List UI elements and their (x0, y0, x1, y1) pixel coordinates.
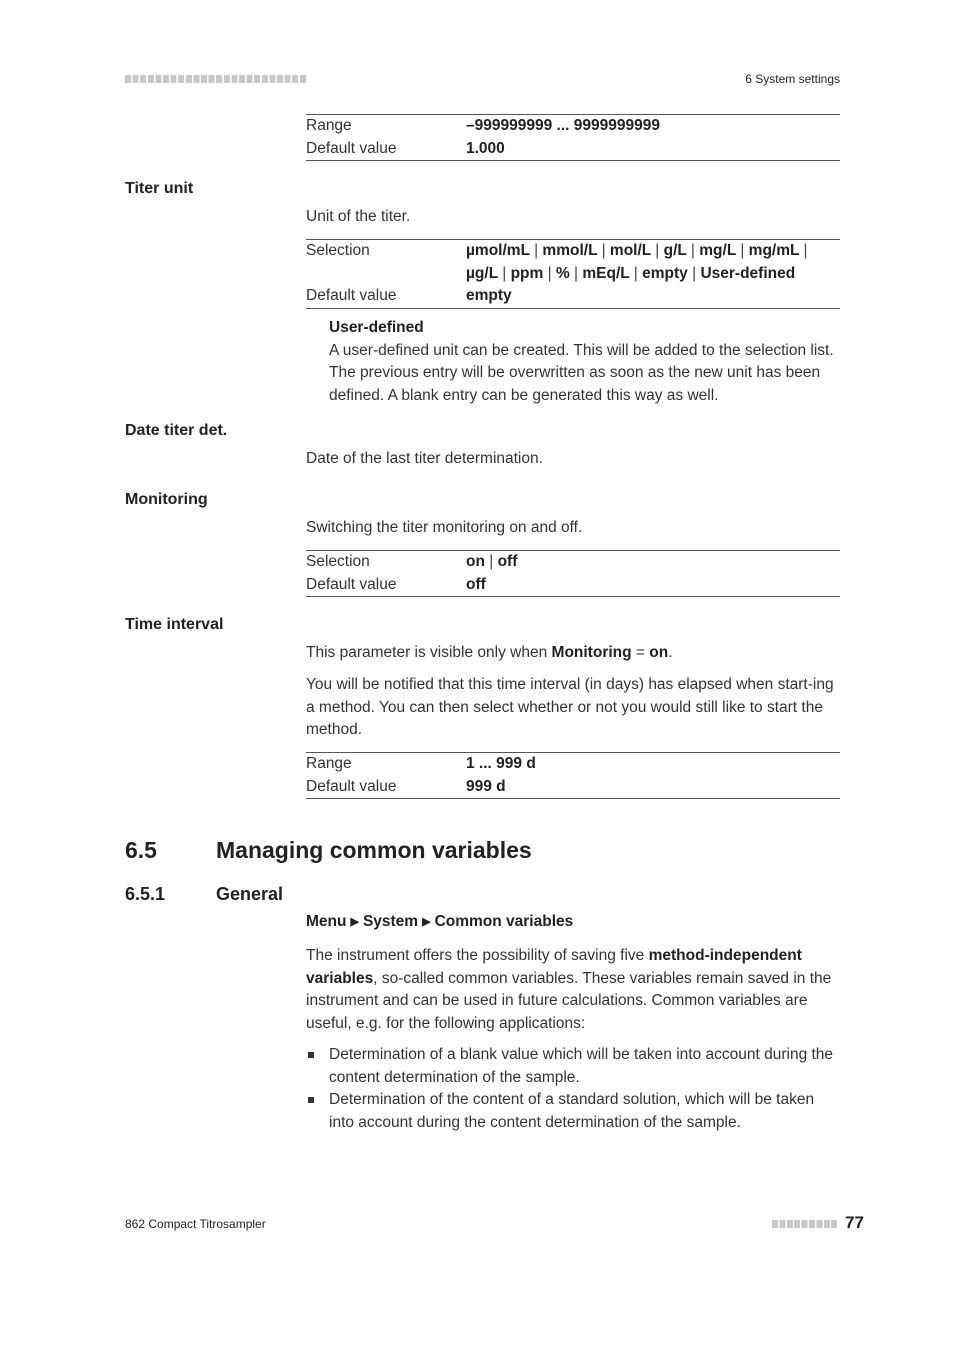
range-value: –999999999 ... 9999999999 (466, 117, 660, 134)
monitoring-desc: Switching the titer monitoring on and off. (306, 519, 583, 536)
running-header: 6 System settings (745, 72, 840, 86)
user-defined-note (329, 317, 840, 407)
footer-product: 862 Compact Titrosampler (125, 1217, 266, 1231)
list-item: Determination of a blank value which will be taken into account during the content determination of the sample. (306, 1044, 840, 1089)
note-text: A user-defined unit can be created. This will be added to the selection list. The previous entry will be overwritten as soon as the new unit has been defined. A blank entry can be generated this way as well. (329, 341, 834, 404)
titer-unit-options: µmol/mL | mmol/L | mol/L | g/L | mg/L | mg/mL | µg/L | ppm | % | mEq/L | empty | User-defined (466, 242, 808, 282)
subsection-heading: 6.5.1 General (125, 884, 284, 904)
footer-decoration (772, 1220, 838, 1228)
default-value: 1.000 (466, 139, 505, 157)
monitoring-label: Monitoring (125, 491, 208, 508)
triangle-right-icon: ▶ (350, 916, 359, 928)
range-table (306, 114, 840, 161)
default-key: Default value (306, 287, 397, 304)
range-key: Range (306, 117, 352, 134)
general-paragraph: The instrument offers the possibility of saving five method-independent variables, so-called common variables. These variables remain saved in the instrument and can be used in future calculations. Common variables are useful, e.g. for the following applications: (306, 947, 832, 1032)
bullet-square-icon (308, 1052, 314, 1058)
default-value: empty (466, 287, 512, 304)
time-interval-desc: You will be notified that this time interval (in days) has elapsed when start-ing a method. You can then select whether or not you would still like to start the method. (306, 676, 834, 738)
section-heading: 6.5 Managing common variables (125, 837, 532, 863)
default-key: Default value (306, 777, 397, 795)
time-interval-visibility: This parameter is visible only when Monitoring = on. (306, 644, 673, 661)
monitoring-table (306, 550, 840, 597)
date-titer-label: Date titer det. (125, 422, 228, 439)
default-value: off (466, 575, 486, 593)
triangle-right-icon: ▶ (422, 916, 431, 928)
list-item: Determination of the content of a standard solution, which will be taken into account during the content determination of the sample. (306, 1089, 840, 1134)
default-value: 999 d (466, 777, 506, 795)
titer-unit-table (306, 239, 840, 309)
titer-unit-label: Titer unit (125, 180, 194, 197)
titer-unit-desc: Unit of the titer. (306, 208, 411, 225)
range-key: Range (306, 755, 352, 772)
range-value: 1 ... 999 d (466, 755, 536, 772)
selection-key: Selection (306, 553, 370, 570)
application-list (306, 1044, 840, 1134)
time-interval-label: Time interval (125, 616, 224, 633)
header-decoration (125, 75, 307, 83)
default-key: Default value (306, 575, 397, 593)
page-number: 77 (845, 1213, 864, 1232)
bullet-square-icon (308, 1097, 314, 1103)
time-interval-table (306, 752, 840, 799)
monitoring-options: on | off (466, 553, 518, 570)
note-title: User-defined (329, 319, 424, 336)
default-key: Default value (306, 139, 397, 157)
date-titer-desc: Date of the last titer determination. (306, 450, 543, 467)
menu-path: Menu ▶ System ▶ Common variables (306, 913, 574, 930)
selection-key: Selection (306, 242, 370, 259)
